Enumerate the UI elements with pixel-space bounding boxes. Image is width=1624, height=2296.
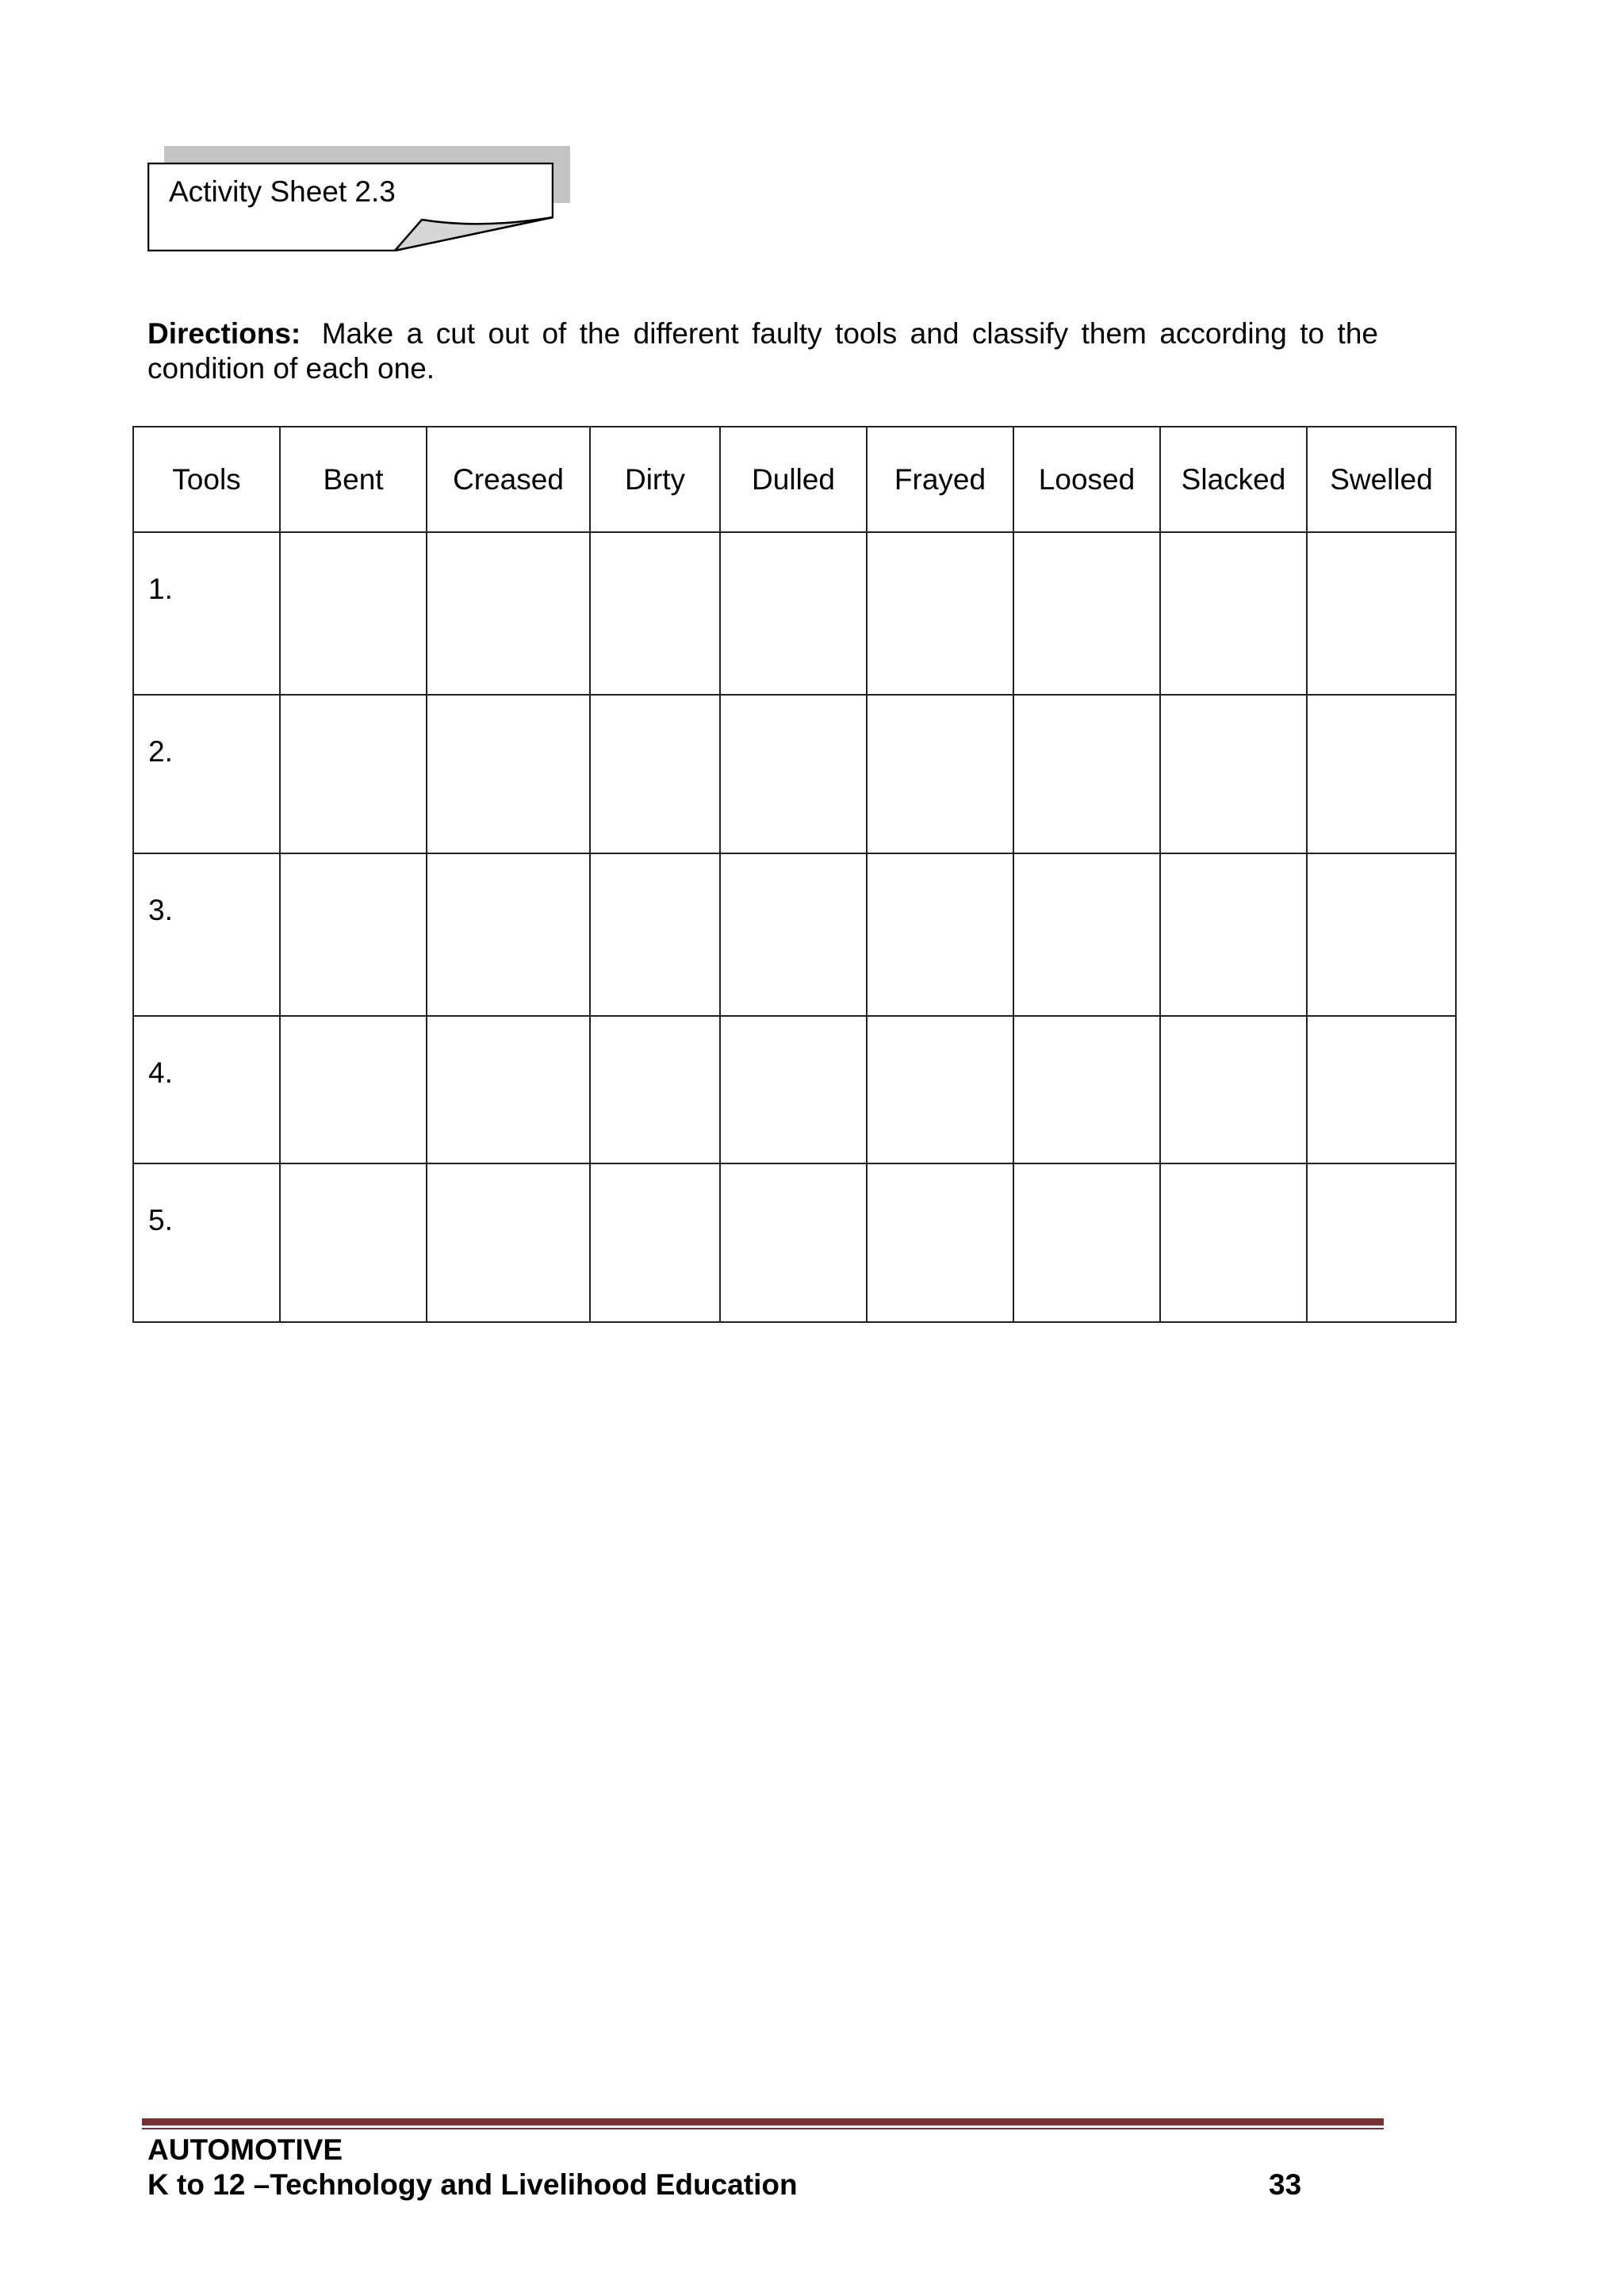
blank-cell bbox=[1013, 853, 1160, 1016]
blank-cell bbox=[1307, 853, 1456, 1016]
blank-cell bbox=[867, 532, 1013, 695]
blank-cell bbox=[590, 1163, 720, 1322]
blank-cell bbox=[867, 1016, 1013, 1163]
blank-cell bbox=[1013, 695, 1160, 853]
table-row bbox=[133, 1163, 1456, 1322]
footer-course: K to 12 –Technology and Livelihood Education bbox=[147, 2168, 798, 2201]
header-cell: Dulled bbox=[720, 427, 867, 532]
blank-cell bbox=[1307, 532, 1456, 695]
blank-cell bbox=[1160, 1163, 1307, 1322]
blank-cell bbox=[720, 532, 867, 695]
blank-cell bbox=[867, 853, 1013, 1016]
page-number: 33 bbox=[1269, 2168, 1302, 2201]
header-cell: Tools bbox=[133, 427, 280, 532]
footer-subject: AUTOMOTIVE bbox=[147, 2133, 343, 2166]
blank-cell bbox=[280, 695, 427, 853]
blank-cell bbox=[427, 1163, 590, 1322]
blank-cell bbox=[720, 1016, 867, 1163]
blank-cell bbox=[427, 695, 590, 853]
tool-classification-table bbox=[132, 426, 1457, 1323]
blank-cell bbox=[1160, 532, 1307, 695]
row-number: 2. bbox=[133, 695, 280, 853]
row-number: 5. bbox=[133, 1163, 280, 1322]
table-row bbox=[133, 695, 1456, 853]
blank-cell bbox=[590, 532, 720, 695]
blank-cell bbox=[1307, 695, 1456, 853]
table-row bbox=[133, 1016, 1456, 1163]
blank-cell bbox=[867, 695, 1013, 853]
activity-label-box bbox=[147, 163, 553, 251]
header-cell: Slacked bbox=[1160, 427, 1307, 532]
blank-cell bbox=[280, 853, 427, 1016]
blank-cell bbox=[427, 532, 590, 695]
header-cell: Loosed bbox=[1013, 427, 1160, 532]
blank-cell bbox=[1307, 1016, 1456, 1163]
table-row bbox=[133, 853, 1456, 1016]
blank-cell bbox=[1013, 1163, 1160, 1322]
blank-cell bbox=[867, 1163, 1013, 1322]
blank-cell bbox=[1160, 1016, 1307, 1163]
blank-cell bbox=[280, 1016, 427, 1163]
footer-divider-thick bbox=[142, 2118, 1384, 2125]
activity-sheet-title: Activity Sheet 2.3 bbox=[169, 175, 396, 208]
blank-cell bbox=[280, 532, 427, 695]
directions-label: Directions: bbox=[147, 317, 301, 350]
header-cell: Creased bbox=[427, 427, 590, 532]
header-cell: Dirty bbox=[590, 427, 720, 532]
blank-cell bbox=[590, 1016, 720, 1163]
header-cell: Swelled bbox=[1307, 427, 1456, 532]
blank-cell bbox=[1307, 1163, 1456, 1322]
blank-cell bbox=[1160, 695, 1307, 853]
blank-cell bbox=[1013, 532, 1160, 695]
blank-cell bbox=[720, 1163, 867, 1322]
blank-cell bbox=[1160, 853, 1307, 1016]
table-row bbox=[133, 532, 1456, 695]
blank-cell bbox=[590, 853, 720, 1016]
header-cell: Bent bbox=[280, 427, 427, 532]
blank-cell bbox=[427, 1016, 590, 1163]
blank-cell bbox=[720, 695, 867, 853]
blank-cell bbox=[427, 853, 590, 1016]
blank-cell bbox=[720, 853, 867, 1016]
row-number: 1. bbox=[133, 532, 280, 695]
blank-cell bbox=[280, 1163, 427, 1322]
directions-text: Make a cut out of the different faulty tools and classify them according to the condition of each one. bbox=[147, 317, 1378, 385]
row-number: 3. bbox=[133, 853, 280, 1016]
header-row bbox=[133, 427, 1456, 532]
header-cell: Frayed bbox=[867, 427, 1013, 532]
directions-paragraph bbox=[147, 316, 1378, 386]
footer-divider-thin bbox=[142, 2128, 1384, 2129]
blank-cell bbox=[590, 695, 720, 853]
row-number: 4. bbox=[133, 1016, 280, 1163]
blank-cell bbox=[1013, 1016, 1160, 1163]
